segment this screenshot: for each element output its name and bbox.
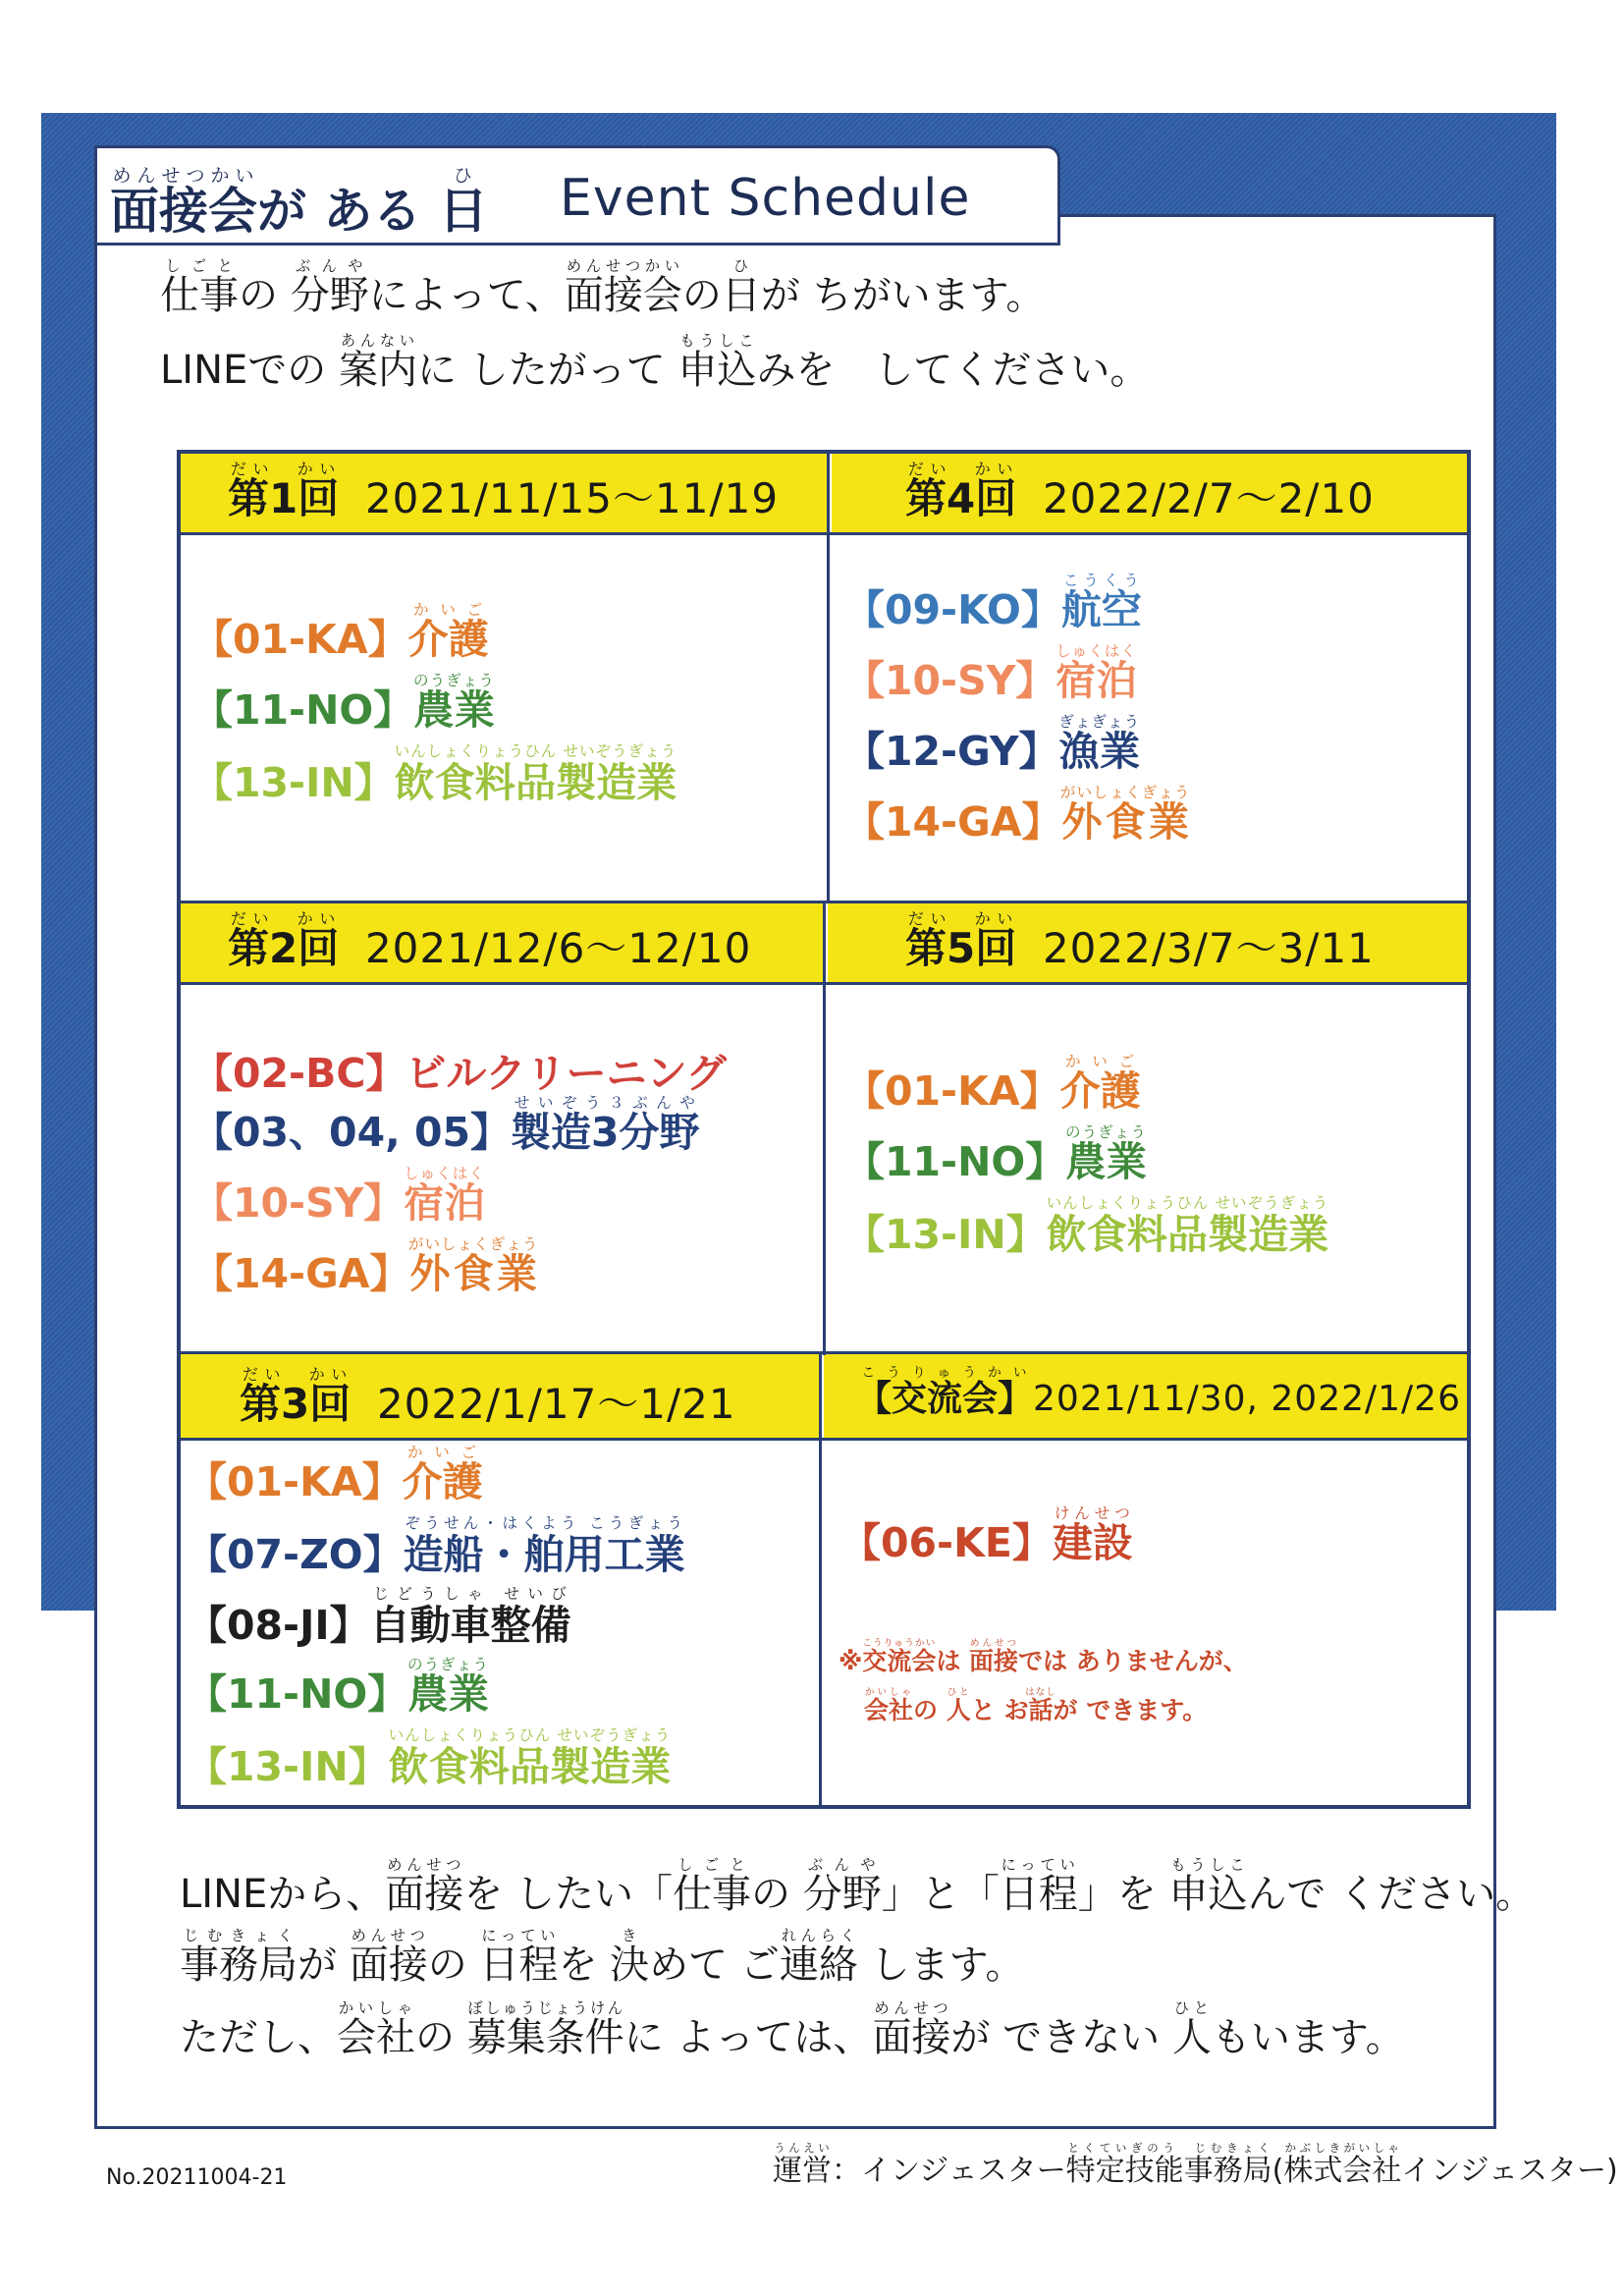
job-field-item: 【06-KE】建設けんせつ bbox=[840, 1504, 1133, 1566]
job-field-item: 【07-ZO】造船・舶用工業ぞうせん・はくよう こうぎょう bbox=[187, 1514, 685, 1578]
grid-divider bbox=[819, 1351, 822, 1807]
job-field-item: 【11-NO】農業のうぎょう bbox=[187, 1656, 489, 1718]
job-field-item: 【01-KA】介護かいご bbox=[187, 1444, 483, 1505]
job-field-item: 【08-JI】自動車整備じどうしゃ せいび bbox=[187, 1585, 571, 1649]
job-field-item: 【03、04, 05】製造3分野せいぞう３ぶんや bbox=[192, 1094, 700, 1156]
job-field-item: 【01-KA】介護かいご bbox=[192, 601, 489, 663]
job-field-item: 【13-IN】飲食料品製造業いんしょくりょうひん せいぞうぎょう bbox=[192, 742, 677, 806]
job-field-item: 【12-GY】漁業ぎょぎょう bbox=[844, 713, 1141, 775]
session-header: 第4回だい かい 2022/2/7～2/10 bbox=[905, 460, 1375, 522]
grid-divider bbox=[177, 532, 1471, 535]
job-field-item: 【14-GA】外食業がいしょくぎょう bbox=[844, 784, 1191, 846]
job-field-item: 【13-IN】飲食料品製造業いんしょくりょうひん せいぞうぎょう bbox=[844, 1194, 1329, 1258]
grid-divider bbox=[823, 902, 826, 1355]
session-header: 第5回だい かい 2022/3/7～3/11 bbox=[905, 909, 1375, 972]
page-title-en: Event Schedule bbox=[560, 169, 971, 228]
operator-credit: 運営うんえい：インジェスター特定技能事務局とくていぎのう じむきょく(株式会社かぶしきがいしゃインジェスター) bbox=[773, 2141, 1618, 2188]
session-header: 第3回だい かい 2022/1/17～1/21 bbox=[240, 1365, 736, 1428]
grid-divider bbox=[177, 1351, 1471, 1354]
job-field-item: 【02-BC】ビルクリーニング bbox=[192, 1050, 727, 1097]
session-header: 【交流会】こうりゅうかい2021/11/30, 2022/1/26 bbox=[856, 1365, 1461, 1419]
page-title-jp: 面接会めんせつかいが ある 日ひ bbox=[110, 165, 488, 240]
job-field-item: 【11-NO】農業のうぎょう bbox=[192, 672, 495, 734]
exchange-note-line-2: 会社かいしゃの 人ひとと お話はなしが できます。 bbox=[864, 1687, 1208, 1724]
grid-divider bbox=[177, 982, 1471, 985]
intro-line-1: 仕事しごとの 分野ぶんやによって、面接会めんせつかいの日ひが ちがいます。 bbox=[160, 257, 1046, 318]
job-field-item: 【11-NO】農業のうぎょう bbox=[844, 1123, 1147, 1185]
instruction-line-3: ただし、会社かいしゃの 募集条件ぼしゅうじょうけんに よっては、面接めんせつが できない 人ひともいます。 bbox=[180, 1999, 1405, 2060]
instruction-line-2: 事務局じむきょくが 面接めんせつの 日程にっていを 決きめて ご連絡れんらく します。 bbox=[180, 1927, 1025, 1988]
session-header: 第1回だい かい 2021/11/15～11/19 bbox=[228, 460, 780, 522]
job-field-item: 【14-GA】外食業がいしょくぎょう bbox=[192, 1235, 539, 1297]
instruction-line-1: LINEから、面接めんせつを したい「仕事しごとの 分野ぶんや」と「日程にってい」を 申込もうしこんで ください。 bbox=[180, 1856, 1536, 1917]
job-field-item: 【13-IN】飲食料品製造業いんしょくりょうひん せいぞうぎょう bbox=[187, 1726, 672, 1790]
grid-divider bbox=[177, 1438, 1471, 1441]
job-field-item: 【09-KO】航空こうくう bbox=[844, 572, 1142, 633]
job-field-item: 【01-KA】介護かいご bbox=[844, 1053, 1141, 1115]
job-field-item: 【10-SY】宿泊しゅくはく bbox=[192, 1165, 485, 1227]
job-field-item: 【10-SY】宿泊しゅくはく bbox=[844, 642, 1137, 704]
grid-divider bbox=[827, 450, 830, 902]
grid-divider bbox=[177, 901, 1471, 903]
document-number: No.20211004-21 bbox=[106, 2165, 288, 2190]
session-header: 第2回だい かい 2021/12/6～12/10 bbox=[228, 909, 752, 972]
intro-line-2: LINEでの 案内あんないに したがって 申込もうしこみを してください。 bbox=[160, 332, 1150, 393]
exchange-note-line-1: ※交流会こうりゅうかいは 面接めんせつでは ありませんが、 bbox=[839, 1638, 1248, 1675]
